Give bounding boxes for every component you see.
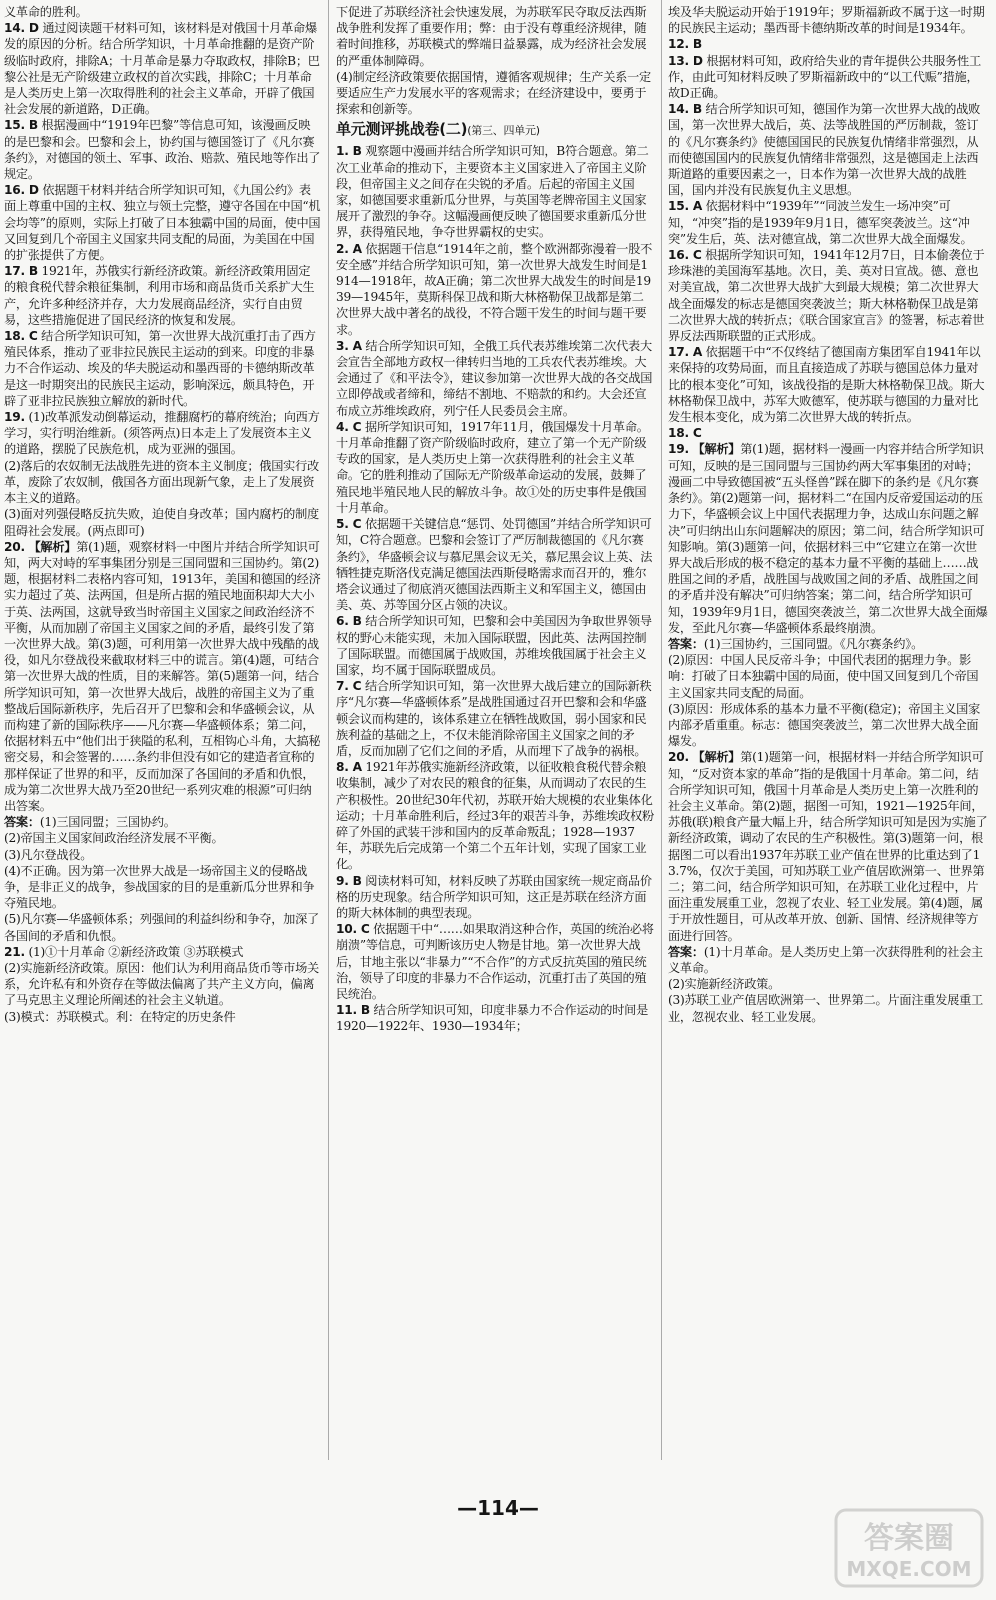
answer-text: (2)原因：中国人民反帝斗争；中国代表团的据理力争。影响：打破了日本独霸中国的局面，使中国又回复到几个帝国主义国家共同支配的局面。 bbox=[668, 653, 979, 700]
answer-text: 根据材料可知，政府给失业的青年提供公共服务性工作，由此可知材料反映了罗斯福新政中的“以工代赈”措施，故D正确。 bbox=[668, 53, 981, 101]
answer-item bbox=[668, 53, 988, 102]
answer-text: 观察题中漫画并结合所学知识可知，B符合题意。第二次工业革命的推动下，主要资本主义国家进入了帝国主义阶段，但帝国主义之间存在尖锐的矛盾。后起的帝国主义国家，如德国要求重新瓜分世界，与英国等老牌帝国主义国家展开了激烈的争夺。这幅漫画便反映了德国要求重新瓜分世界，获得殖民地，争夺世界霸权的史实。 bbox=[336, 144, 649, 240]
answer-item bbox=[4, 960, 322, 1009]
answer-number: 2. A bbox=[336, 241, 362, 256]
answer-number: 14. B bbox=[668, 102, 702, 117]
answer-number: 8. A bbox=[336, 760, 362, 775]
answer-text: 结合所学知识可知，第一次世界大战后建立的国际新秩序“凡尔赛—华盛顿体系”是战胜国通过召开巴黎和会和华盛顿会议而构建的，该体系建立在牺牲战败国，弱小国家和民族利益的基础之上，不仅未能消除帝国主义国家之间的矛盾，反而加剧了它们之间的矛盾，从而埋下了战争的祸根。 bbox=[336, 679, 652, 758]
watermark-url: MXQE.COM bbox=[846, 1557, 972, 1581]
answer-text: (2)实施新经济政策。 bbox=[668, 977, 781, 992]
answer-item bbox=[4, 263, 322, 328]
answer-item bbox=[4, 830, 322, 846]
answer-item bbox=[4, 911, 322, 943]
answer-text: 埃及华夫脱运动开始于1919年；罗斯福新政不属于这一时期的民族民主运动；墨西哥卡德纳斯改革的时间是1934年。 bbox=[668, 5, 985, 36]
answer-item bbox=[4, 328, 322, 409]
answer-number: 17. A bbox=[668, 345, 703, 360]
answer-text: 下促进了苏联经济社会快速发展，为苏联军民夺取反法西斯战争胜利发挥了重要作用；弊：由于没有尊重经济规律，随着时间推移，苏联模式的弊端日益暴露，成为经济社会发展的严重体制障碍。 bbox=[336, 5, 647, 68]
answer-item bbox=[668, 4, 988, 36]
answer-keyword: 【解析】 bbox=[28, 539, 77, 554]
answer-item bbox=[4, 506, 322, 538]
answer-text: 依据题干信息“1914年之前，整个欧洲都弥漫着一股不安全感”并结合所学知识可知，第一次世界大战发生时间是1914—1918年，故A正确；第二次世界大战发生的时间是1939—1945年，莫斯科保卫战和斯大林格勒保卫战都是第二次世界大战中著名的战役，不符合题干发生的时间与题干要求。 bbox=[336, 241, 653, 337]
answer-number: 21. bbox=[4, 944, 25, 959]
answer-item bbox=[336, 69, 654, 118]
answer-item bbox=[668, 101, 988, 198]
answer-number: 4. C bbox=[336, 419, 362, 434]
answer-item bbox=[668, 36, 988, 52]
answer-text: 结合所学知识可知，全俄工兵代表苏维埃第二次代表大会宣告全部地方政权一律转归当地的工兵农代表苏维埃。大会通过了《和平法令》，建议参加第一次世界大战的各交战国立即停战或者缔和，缔结不割地、不赔款的和约。大会还宣布成立苏维埃政府，列宁任人民委员会主席。 bbox=[336, 338, 653, 418]
answer-number: 19. bbox=[4, 410, 25, 425]
answer-number: 16. C bbox=[668, 248, 702, 263]
answer-text: 依据题干材料并结合所学知识可知，《九国公约》表面上尊重中国的主权、独立与领土完整，遵守各国在中国“机会均等”的原则，实际上打破了日本独霸中国的局面，使中国又回复到几个帝国主义国家共同支配的局面，为美国在中国的扩张提供了方便。 bbox=[4, 183, 321, 263]
answer-number: 1. B bbox=[336, 144, 362, 159]
answer-text: 结合所学知识可知，巴黎和会中美国因为争取世界领导权的野心未能实现，未加入国际联盟，因此英、法两国控制了国际联盟。而德国属于战败国，苏维埃俄国属于社会主义国家，均不属于国际联盟成员。 bbox=[336, 614, 652, 677]
answer-item bbox=[4, 117, 322, 182]
answer-item bbox=[336, 143, 654, 240]
answer-number: 13. D bbox=[668, 53, 703, 68]
answer-text: (5)凡尔赛—华盛顿体系；列强间的利益纠纷和争夺，加深了各国间的矛盾和仇恨。 bbox=[4, 912, 319, 943]
answer-number: 17. B bbox=[4, 264, 38, 279]
answer-item bbox=[668, 652, 988, 701]
answer-item bbox=[336, 921, 654, 1002]
answer-text: 第(1)题，观察材料一中图片并结合所学知识可知，两大对峙的军事集团分别是三国同盟和三国协约。第(2)题，根据材料二表格内容可知，1913年，美国和德国的经济实力超过了英、法两国，但是所占据的殖民地面积却大大小于英、法两国，这就导致当时帝国主义国家之间政治经济不平衡，从而加剧了帝国主义国家之间的矛盾，最终引发了第一次世界大战。第(3)题，可利用第一次世界大战中残酷的战役，如凡尔登战役来截取材料三中的谎言。第(4)题，可结合第一次世界大战的性质，目的来解答。第(5)题第一问，结合所学知识可知，第一次世界大战后，战胜的帝国主义为了重整战后国际新秩序，先后召开了巴黎和会和华盛顿会议，从而构建了新的国际秩序——凡尔赛—华盛顿体系；第二问，依据材料五中“他们出于狭隘的私利，互相钩心斗角，大搞秘密交易，和会签署的……条约非但没有如它的建造者宣称的那样保证了世界的和平，反而加深了各国间的矛盾和仇恨，成为第二次世界大战乃至20世纪一系列灾难的根源”可归纳出答案。 bbox=[4, 539, 321, 813]
answer-text: 据所学知识可知，1917年11月，俄国爆发十月革命。十月革命推翻了资产阶级临时政府，建立了第一个无产阶级专政的国家，是人类历史上第一次获得胜利的社会主义革命。它的胜利推动了国际无产阶级革命运动的发展，鼓舞了殖民地半殖民地人民的解放斗争。故①处的历史事件是俄国十月革命。 bbox=[336, 419, 649, 515]
answer-number: 20. bbox=[668, 750, 689, 765]
answer-text: 结合所学知识可知，德国作为第一次世界大战的战败国，第一次世界大战后，英、法等战胜国的严厉制裁，签订的《凡尔赛条约》使德国国民的民族复仇情绪非常强烈，从而使德国国内的民族复仇情绪非常强烈，这是德国走上法西斯道路的重要因素之一，日本作为第一次世界大战的战胜国，国内并没有民族复仇主义思想。 bbox=[668, 102, 981, 198]
answer-keyword: 【解析】 bbox=[692, 750, 741, 765]
answer-item bbox=[336, 4, 654, 69]
answer-item bbox=[4, 944, 322, 960]
answer-item bbox=[668, 344, 988, 425]
answer-keyword: 【解析】 bbox=[692, 442, 741, 457]
answer-text: 依据材料中“1939年”“同波兰发生一场冲突”可知，“冲突”指的是1939年9月1日，德军突袭波兰。这“冲突”发生后，英、法对德宣战，第二次世界大战全面爆发。 bbox=[668, 199, 973, 246]
answer-text: (3)凡尔登战役。 bbox=[4, 847, 93, 862]
answer-text: (3)原因：形成体系的基本力量不平衡(稳定)；帝国主义国家内部矛盾重重。标志：德国突袭波兰，第二次世界大战全面爆发。 bbox=[668, 701, 981, 749]
column-divider-right bbox=[661, 0, 662, 1460]
answer-number: 15. B bbox=[4, 118, 38, 133]
answer-item bbox=[668, 944, 988, 976]
answer-text: (1)改革派发动倒幕运动，推翻腐朽的幕府统治；向西方学习，实行明治维新。(须答两点)日本走上了发展资本主义的道路，摆脱了民族危机，成为亚洲的强国。 bbox=[4, 410, 320, 457]
answer-item bbox=[668, 701, 988, 750]
answer-text: 第(1)题第一问，根据材料一并结合所学知识可知，“反对资本家的革命”指的是俄国十月革命。第二问，结合所学知识可知，俄国十月革命是人类历史上第一次胜利的社会主义革命。第(2)题，据图一可知，1921—1925年间，苏俄(联)粮食产量大幅上升，结合所学知识可知是因为实施了新经济政策，调动了农民的生产积极性。第(3)题第一问，根据图二可以看出1937年苏联工业产值在世界的比重达到了13.7%，仅次于美国，可知苏联工业产值居欧洲第一、世界第二；第二问，结合所学知识可知，在苏联工业化过程中，片面注重发展重工业，忽视了农业、轻工业发展。第(4)题，属于开放性题目，可从改革开放、创新、国情、经济规律等方面进行回答。 bbox=[668, 750, 988, 943]
answer-text: (1)三国协约，三国同盟。《凡尔赛条约》。 bbox=[703, 636, 924, 651]
answer-text: (4)不正确。因为第一次世界大战是一场帝国主义的侵略战争，是非正义的战争，参战国家的目的是重新瓜分世界和争夺殖民地。 bbox=[4, 863, 315, 911]
answer-number: 6. B bbox=[336, 614, 362, 629]
answer-item bbox=[336, 873, 654, 922]
answer-item bbox=[4, 182, 322, 263]
answer-number: 20. bbox=[4, 539, 25, 554]
column-right bbox=[668, 4, 988, 1025]
answer-item bbox=[668, 425, 988, 441]
answer-text: (3)模式：苏联模式。利：在特定的历史条件 bbox=[4, 1009, 236, 1024]
answer-number: 7. C bbox=[336, 679, 362, 694]
column-left bbox=[4, 4, 322, 1025]
answer-number: 9. B bbox=[336, 873, 362, 888]
answer-item bbox=[336, 613, 654, 678]
column-divider-left bbox=[328, 0, 329, 1460]
answer-item bbox=[336, 1002, 654, 1034]
watermark-logo bbox=[834, 1508, 984, 1588]
answer-text: 根据所学知识可知，1941年12月7日，日本偷袭位于珍珠港的美国海军基地。次日，美、英对日宣战。德、意也对美宣战，第二次世界大战扩大到最大规模；第二次世界大战全面爆发的标志是德国突袭波兰；斯大林格勒保卫战是第二次世界大战的转折点；《联合国家宣言》的签署，标志着世界反法西斯联盟的正式形成。 bbox=[668, 248, 985, 344]
answer-item bbox=[336, 241, 654, 338]
answer-item bbox=[336, 419, 654, 516]
answer-item bbox=[4, 539, 322, 814]
answer-number: 18. C bbox=[4, 329, 38, 344]
answer-text: 第(1)题，据材料一漫画一内容并结合所学知识可知，反映的是三国同盟与三国协约两大军事集团的对峙；漫画二中导致德国被“五头怪兽”踩在脚下的条约是《凡尔赛条约》。第(2)题第一问，据材料二“在国内反帝爱国运动的压力下，华盛顿会议上中国代表据理力争，达成山东问题之解决”可归纳出山东问题解决的原因；第二问，结合所学知识可知影响。第(3)题第一问，依据材料三中“它建立在第一次世界大战后形成的极不稳定的基本力量不平衡的基础上……战胜国之间的矛盾，战胜国与战败国之间的矛盾、战胜国之间的矛盾并没有解决”可归纳答案；第二问，结合所学知识可知，1939年9月1日，德国突袭波兰，第二次世界大战全面爆发，至此凡尔赛—华盛顿体系最终崩溃。 bbox=[668, 442, 988, 635]
answer-text: (2)实施新经济政策。原因：他们认为利用商品货币等市场关系，允许私有和外资存在等做法偏离了共产主义方向，偏离了马克思主义理论所阐述的社会主义轨道。 bbox=[4, 960, 319, 1008]
answer-text: (2)落后的农奴制无法战胜先进的资本主义制度；俄国实行改革，废除了农奴制，俄国各方面出现新气象，走上了发展资本主义的道路。 bbox=[4, 458, 319, 506]
answer-text: 阅读材料可知，材料反映了苏联由国家统一规定商品价格的历史现象。结合所学知识可知，这正是苏联在经济方面的斯大林体制的典型表现。 bbox=[336, 873, 652, 920]
answer-text: 根据漫画中“1919年巴黎”等信息可知，该漫画反映的是巴黎和会。巴黎和会上，协约国与德国签订了《凡尔赛条约》，对德国的领土、军事、政治、赔款、殖民地等作出了规定。 bbox=[4, 118, 321, 182]
answer-text: 依据题干中“不仅终结了德国南方集团军自1941年以来保持的攻势局面，而且直接造成了苏联与德国总体力量对比的根本变化”可知，该战役指的是斯大林格勒保卫战。斯大林格勒保卫战中，苏军大败德军，使苏联与德国的力量对比发生根本变化，成为第二次世界大战的转折点。 bbox=[668, 345, 985, 425]
answer-item bbox=[336, 678, 654, 759]
answer-item bbox=[668, 441, 988, 635]
column-middle-top bbox=[336, 4, 654, 117]
answer-item bbox=[668, 198, 988, 247]
answer-item bbox=[336, 338, 654, 419]
answer-text: 1921年，苏俄实行新经济政策。新经济政策用固定的粮食税代替余粮征集制，利用市场和商品货币关系扩大生产，允许多种经济并存，大力发展商品经济，实行自由贸易，这些措施促进了国民经济的恢复和发展。 bbox=[4, 264, 315, 327]
answer-text: (1)十月革命。是人类历史上第一次获得胜利的社会主义革命。 bbox=[668, 944, 983, 975]
answer-item bbox=[668, 247, 988, 344]
answer-text: (1)①十月革命 ②新经济政策 ③苏联模式 bbox=[28, 944, 244, 959]
answer-number: 11. B bbox=[336, 1003, 370, 1018]
answer-number: 12. B bbox=[668, 37, 702, 52]
answer-number: 16. D bbox=[4, 183, 39, 198]
answer-number: 19. bbox=[668, 442, 689, 457]
answer-item bbox=[668, 976, 988, 992]
answer-item bbox=[336, 516, 654, 613]
answer-text: (2)帝国主义国家间政治经济发展不平衡。 bbox=[4, 831, 224, 846]
answer-text: (3)苏联工业产值居欧洲第一、世界第二。片面注重发展重工业，忽视农业、轻工业发展。 bbox=[668, 993, 983, 1024]
answer-text: (3)面对列强侵略反抗失败，迫使自身改革；国内腐朽的制度阻碍社会发展。(两点即可) bbox=[4, 507, 319, 538]
section-title bbox=[336, 119, 654, 141]
answer-item bbox=[4, 4, 322, 20]
answer-text: 义革命的胜利。 bbox=[4, 5, 88, 19]
answer-number: 3. A bbox=[336, 338, 362, 353]
column-middle bbox=[336, 4, 654, 1035]
watermark-text: 答案圈 bbox=[864, 1521, 954, 1556]
answer-number: 5. C bbox=[336, 517, 362, 532]
answer-number: 18. C bbox=[668, 426, 702, 441]
answer-item bbox=[4, 20, 322, 117]
answer-item bbox=[4, 814, 322, 830]
section-title-subtext: (第三、四单元) bbox=[467, 124, 540, 138]
answer-number: 15. A bbox=[668, 199, 703, 214]
page-number: —114— bbox=[457, 1496, 539, 1520]
answer-item bbox=[4, 458, 322, 507]
column-middle-answers bbox=[336, 143, 654, 1034]
answer-item bbox=[4, 409, 322, 458]
answer-text: 依据题干关键信息“惩罚、处罚德国”并结合所学知识可知，C符合题意。巴黎和会签订了严厉制裁德国的《凡尔赛条约》，华盛顿会议与慕尼黑会议无关，慕尼黑会议上英、法牺牲捷克斯洛伐克满足德国法西斯侵略需求而召开的，雅尔塔会议通过了彻底消灭德国法西斯主义和军国主义，德国由美、英、苏等国分区占领的决议。 bbox=[336, 517, 653, 613]
answer-item bbox=[668, 992, 988, 1024]
answer-text: 结合所学知识可知，印度非暴力不合作运动的时间是1920—1922年、1930—1934年； bbox=[336, 1003, 649, 1034]
answer-keyword: 答案： bbox=[668, 636, 704, 651]
answer-text: (1)三国同盟；三国协约。 bbox=[39, 815, 176, 830]
answer-text: 通过阅读题干材料可知，该材料是对俄国十月革命爆发的原因的分析。结合所学知识，十月革命推翻的是资产阶级临时政府，排除A；十月革命是暴力夺取政权，排除B；巴黎公社是无产阶级建立政权的首次实践，排除C；十月革命是人类历史上第一次取得胜利的社会主义革命，开辟了俄国社会发展的新道路，D正确。 bbox=[4, 21, 320, 117]
answer-text: 依据题干中“……如果取消这种合作，英国的统治必将崩溃”等信息，可判断该历史人物是甘地。第一次世界大战后，甘地主张以“非暴力”“不合作”的方式反抗英国的殖民统治，领导了印度的非暴力不合作运动，沉重打击了英国的殖民统治。 bbox=[336, 922, 654, 1001]
answer-text: 结合所学知识可知，第一次世界大战沉重打击了西方殖民体系，推动了亚非拉民族民主运动的到来。印度的非暴力不合作运动、埃及的华夫脱运动和墨西哥的卡德纳斯改革是这一时期突出的民族民主运动，影响深远，颇具特色，开辟了亚非拉民族独立解放的新时代。 bbox=[4, 329, 316, 408]
answer-item bbox=[336, 759, 654, 872]
answer-item bbox=[4, 863, 322, 912]
answer-keyword: 答案： bbox=[4, 815, 40, 830]
answer-text: 1921年苏俄实施新经济政策，以征收粮食税代替余粮收集制，减少了对农民的粮食的征集，从而调动了农民的生产积极性。20世纪30年代初，苏联开始大规模的农业集体化运动；十月革命胜利后，经过3年的艰苦斗争，苏维埃政权粉碎了外国的武装干涉和国内的反革命叛乱；1928—1937年，苏联先后完成第一个第二个五年计划，实现了国家工业化。 bbox=[336, 760, 654, 872]
answer-item bbox=[4, 1009, 322, 1025]
answer-number: 14. D bbox=[4, 21, 39, 36]
answer-text: (4)制定经济政策要依据国情，遵循客观规律；生产关系一定要适应生产力发展水平的客观需求；在经济建设中，要勇于探索和创新等。 bbox=[336, 69, 651, 117]
answer-keyword: 答案： bbox=[668, 944, 704, 959]
section-title-text: 单元测评挑战卷(二) bbox=[336, 120, 468, 139]
answer-item bbox=[668, 636, 988, 652]
answer-number: 10. C bbox=[336, 922, 370, 937]
answer-item bbox=[4, 847, 322, 863]
answer-item bbox=[668, 749, 988, 943]
